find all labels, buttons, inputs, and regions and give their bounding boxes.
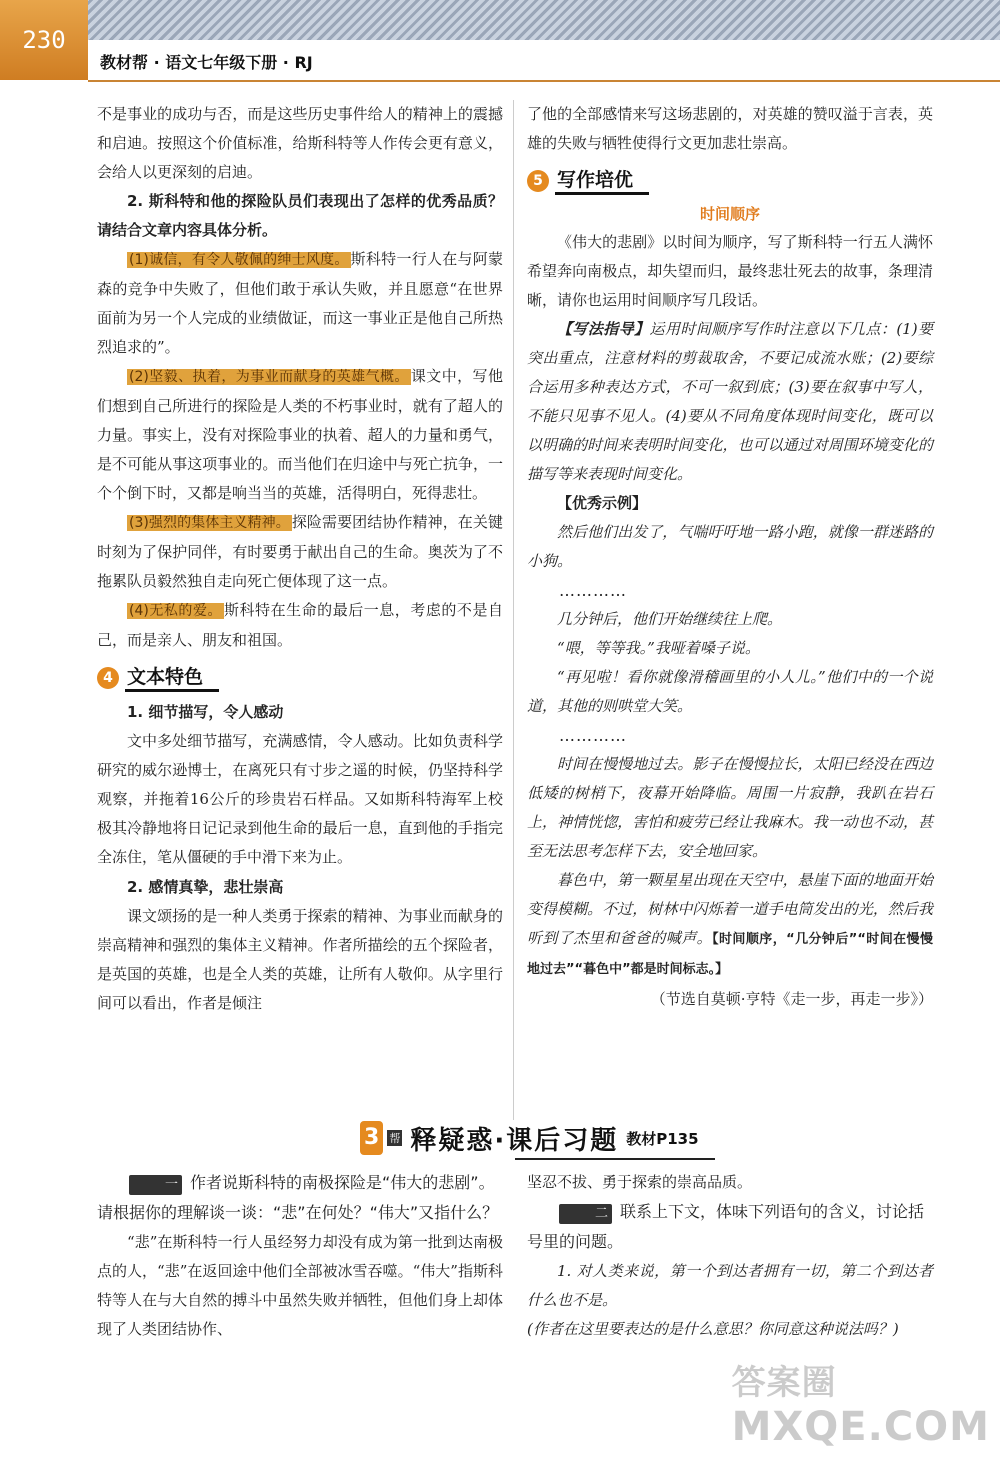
answer-1-text: 斯科特一行人在与阿蒙森的竞争中失败了，但他们敢于承认失败，并且愿意“在世界面前为另一个人完成的业绩做证，而这一事业正是他自己所热烈追求的”。	[97, 250, 503, 356]
source-citation: （节选自莫顿·亨特《走一步，再走一步》）	[650, 990, 933, 1008]
example-line-2: 几分钟后，他们开始继续往上爬。	[557, 610, 783, 628]
example-line-3: “喂，等等我。”我哑着嗓子说。	[557, 639, 760, 657]
exercise-2-mark: 二	[559, 1204, 612, 1224]
example-tag	[527, 489, 933, 518]
example-line-6	[527, 866, 933, 984]
section-4-title: 文本特色	[125, 665, 219, 692]
subheading-emotion: 2. 感情真挚，悲壮崇高	[127, 878, 284, 896]
exercise-2-question	[527, 1197, 933, 1257]
example-tag-label: 【优秀示例】	[557, 494, 648, 512]
band-3-title: 释疑惑·课后习题	[410, 1125, 619, 1156]
watermark-line-2: MXQE.COM	[731, 1404, 990, 1450]
header-pattern-band	[0, 0, 1000, 40]
band-3-rule	[515, 1158, 715, 1160]
answer-2-text: 课文中，写他们想到自己所进行的探险是人类的不朽事业时，就有了超人的力量。事实上，没有对探险事业的执着、超人的力量和勇气，是不可能从事这项事业的。而当他们在归途中与死亡抗争，一个个倒下时，又都是响当当的英雄，活得明白，死得悲壮。	[97, 367, 503, 502]
watermark-line-1: 答案圈	[731, 1363, 837, 1403]
section-5-number: 5	[527, 170, 549, 192]
answer-1	[97, 245, 503, 362]
example-line-4: “再见啦！看你就像滑稽画里的小人儿。”他们中的一个说道，其他的则哄堂大笑。	[527, 668, 933, 715]
exercise-1-answer-continued: 坚忍不拔、勇于探索的崇高品质。	[527, 1173, 753, 1191]
guide-text: 运用时间顺序写作时注意以下几点：(1)要突出重点，注意材料的剪裁取舍，不要记成流水账；(2)要综合运用多种表达方式，不可一叙到底；(3)要在叙事中写人，不能只见事不见人。(4)要从不同角度体现时间变化，既可以以明确的时间来表明时间变化，也可以通过对周围环境变化的描写等来表现时间变化。	[527, 320, 933, 483]
section-4-number: 4	[97, 667, 119, 689]
section-3-band	[360, 1118, 699, 1158]
exercise-2-item-1-question: (作者在这里要表达的是什么意思？你同意这种说法吗？)	[527, 1320, 899, 1338]
band-3-textbook-ref: 教材P135	[626, 1129, 699, 1148]
bottom-right-column	[527, 1168, 933, 1344]
right-column	[527, 100, 933, 1014]
section-4-heading	[97, 663, 503, 693]
header-rule	[88, 80, 1000, 82]
answer-1-tag: (1)诚信，有令人敬佩的绅士风度。	[129, 252, 349, 268]
example-note: 【时间顺序，“几分钟后”“时间在慢慢地过去”“暮色中”都是时间标志。】	[527, 932, 933, 977]
writing-intro: 《伟大的悲剧》以时间为顺序，写了斯科特一行五人满怀希望奔向南极点，却失望而归，最终悲壮死去的故事，条理清晰，请你也运用时间顺序写几段话。	[527, 233, 933, 309]
right-paragraph-1: 了他的全部感情来写这场悲剧的，对英雄的赞叹溢于言表，英雄的失败与牺牲使得行文更加悲壮崇高。	[527, 105, 933, 152]
question-2: 2. 斯科特和他的探险队员们表现出了怎样的优秀品质？请结合文章内容具体分析。	[97, 192, 503, 239]
subheading-detail-text: 文中多处细节描写，充满感情，令人感动。比如负责科学研究的威尔逊博士，在离死只有寸步之遥的时候，仍坚持科学观察，并拖着16公斤的珍贵岩石样品。又如斯科特海军上校极其冷静地将日记记录到他生命的最后一息，直到他的手指完全冻住，笔从僵硬的手中滑下来为止。	[97, 732, 503, 866]
answer-2-tag: (2)坚毅、执着，为事业而献身的英雄气概。	[129, 369, 409, 385]
ellipsis-1: …………	[559, 581, 627, 600]
ellipsis-2: …………	[559, 726, 627, 745]
answer-2	[97, 362, 503, 508]
answer-3-tag: (3)强烈的集体主义精神。	[129, 515, 290, 531]
exercise-2-text: 联系上下文，体味下列语句的含义，讨论括号里的问题。	[527, 1202, 925, 1251]
left-paragraph-1: 不是事业的成功与否，而是这些历史事件给人的精神上的震撼和启迪。按照这个价值标准，给斯科特等人作传会更有意义，会给人以更深刻的启迪。	[97, 105, 503, 181]
example-line-1: 然后他们出发了，气喘吁吁地一路小跑，就像一群迷路的小狗。	[527, 523, 933, 570]
example-line-6-text: 暮色中，第一颗星星出现在天空中，悬崖下面的地面开始变得模糊。不过，树林中闪烁着一道手电筒发出的光，然后我听到了杰里和爸爸的喊声。	[527, 871, 933, 947]
answer-4	[97, 596, 503, 655]
subheading-detail: 1. 细节描写，令人感动	[127, 703, 284, 721]
left-column	[97, 100, 503, 1018]
section-5-title: 写作培优	[555, 168, 649, 195]
exercise-2-item-1: 1. 对人类来说，第一个到达者拥有一切，第二个到达者什么也不是。	[527, 1262, 933, 1309]
time-order-subtitle: 时间顺序	[699, 205, 760, 223]
column-divider	[513, 100, 514, 1120]
section-5-heading	[527, 166, 933, 196]
guide-tag: 【写法指导】	[557, 320, 650, 338]
bottom-left-column	[97, 1168, 503, 1344]
answer-3	[97, 508, 503, 596]
header-title: 教材帮 · 语文七年级下册 · RJ	[100, 53, 313, 72]
page-number: 230	[0, 0, 88, 80]
writing-guide	[527, 315, 933, 489]
exercise-1-question	[97, 1168, 503, 1228]
exercise-1-mark: 一	[129, 1175, 182, 1195]
exercise-1-answer: “悲”在斯科特一行人虽经努力却没有成为第一批到达南极点的人，“悲”在返回途中他们全部被冰雪吞噬。“伟大”指斯科特等人在与大自然的搏斗中虽然失败并牺牲，但他们身上却体现了人类团结协作、	[97, 1233, 503, 1338]
answer-4-tag: (4)无私的爱。	[129, 603, 222, 619]
exercise-1-text: 作者说斯科特的南极探险是“伟大的悲剧”。请根据你的理解谈一谈：“悲”在何处？“伟大”又指什么？	[97, 1173, 499, 1222]
watermark-logo	[732, 1355, 990, 1450]
answer-4-text: 斯科特在生命的最后一息，考虑的不是自己，而是亲人、朋友和祖国。	[97, 601, 503, 649]
band-3-label: 帮	[389, 1132, 401, 1145]
answer-3-text: 探险需要团结协作精神，在关键时刻为了保护同伴，有时要勇于献出自己的生命。奥茨为了不拖累队员毅然独自走向死亡便体现了这一点。	[97, 513, 503, 590]
band-3-number: 3	[360, 1121, 383, 1155]
subheading-emotion-text: 课文颂扬的是一种人类勇于探索的精神、为事业而献身的崇高精神和强烈的集体主义精神。作者所描绘的五个探险者，是英国的英雄，也是全人类的英雄，让所有人敬仰。从字里行间可以看出，作者是倾注	[97, 907, 503, 1012]
example-line-5: 时间在慢慢地过去。影子在慢慢拉长，太阳已经没在西边低矮的树梢下，夜幕开始降临。周围一片寂静，我趴在岩石上，神情恍惚，害怕和疲劳已经让我麻木。我一动也不动，甚至无法思考怎样下去，安全地回家。	[527, 755, 933, 860]
